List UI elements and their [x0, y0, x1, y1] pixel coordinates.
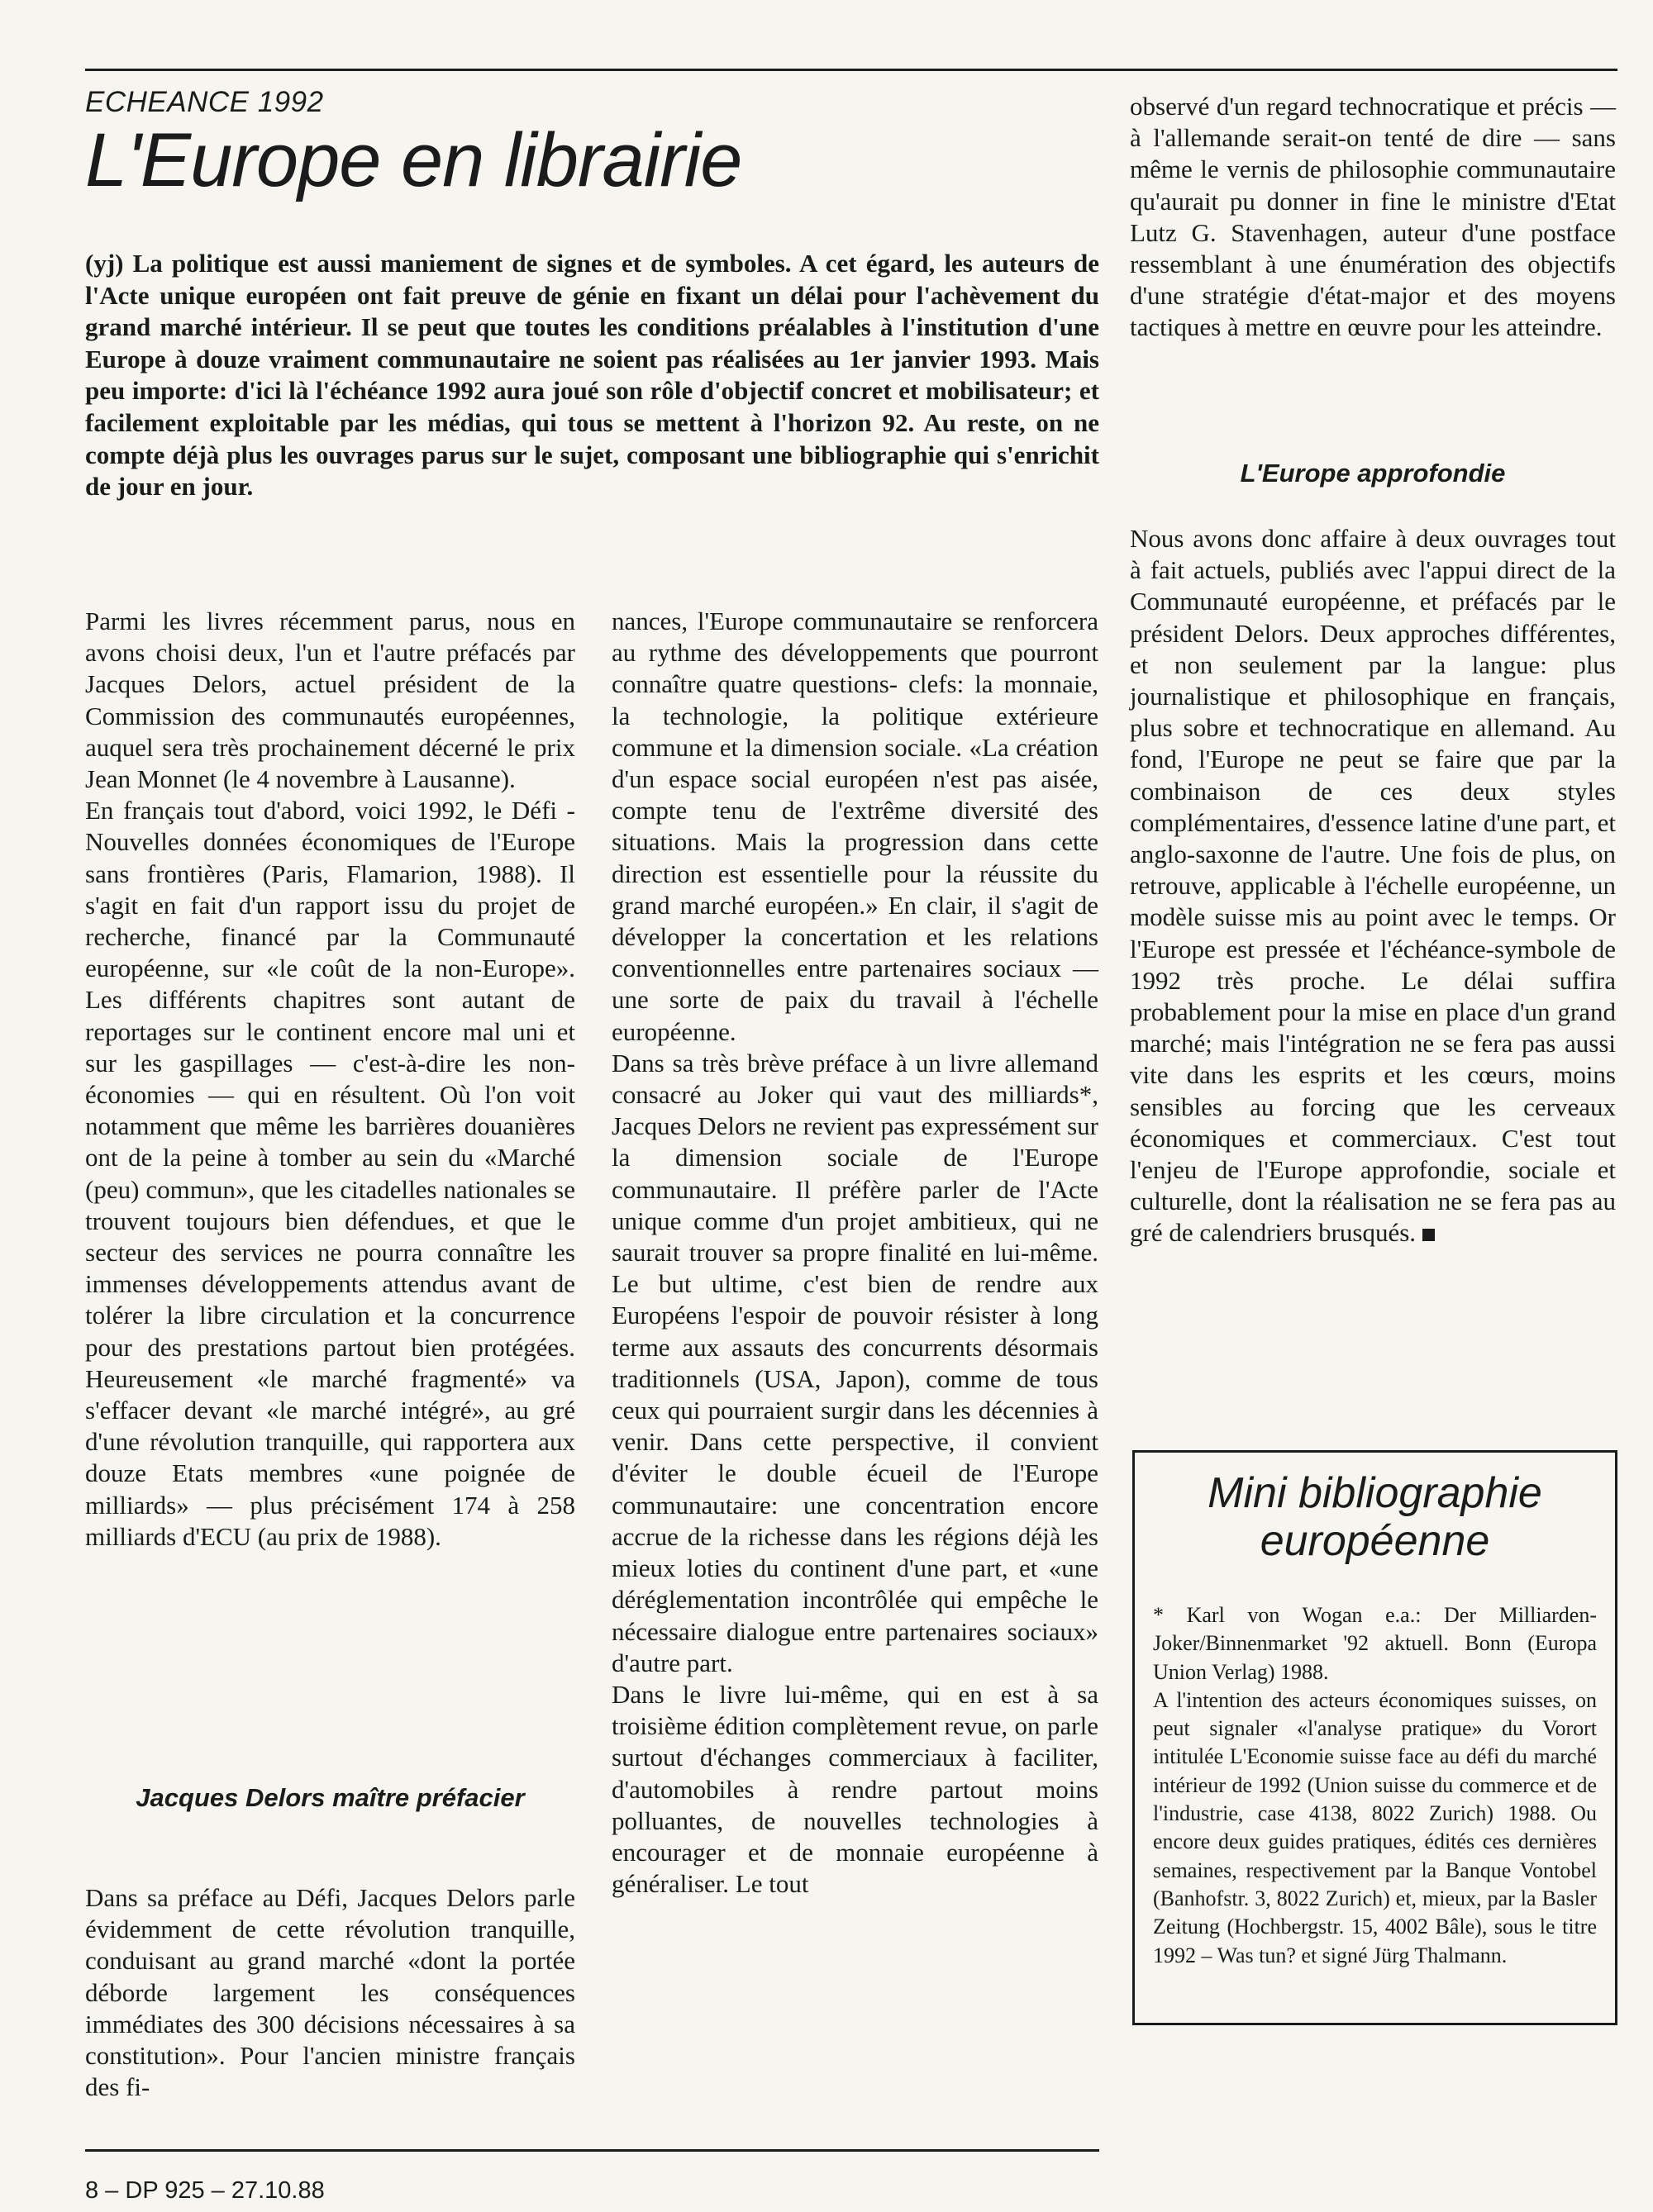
- bibliography-title: Mini bibliographie européenne: [1208, 1469, 1542, 1565]
- col2-paragraph-3: Dans le livre lui-même, qui en est à sa troisième édition complètement revue, on parle surtout d'échanges commerciaux à faciliter, d'automobiles à rendre partout moins polluantes, de nouvelles technologies à encourager et de monnaie européenne à généraliser. Le tout: [612, 1679, 1098, 1899]
- col1-paragraph-1: Parmi les livres récemment parus, nous en avons choisi deux, l'un et l'autre préfacés par Jacques Delors, actuel président de la Commission des communautés européennes, auquel sera très prochainement décerné le prix Jean Monnet (le 4 novembre à Lausanne).: [85, 607, 575, 794]
- section-kicker: ECHEANCE 1992: [85, 86, 324, 118]
- subhead-europe-approfondie: L'Europe approfondie: [1240, 459, 1506, 488]
- article-title: L'Europe en librairie: [85, 118, 742, 202]
- bibliography-entry-2: A l'intention des acteurs économiques suisses, on peut signaler «l'analyse pratique» du Vorort intitulée L'Economie suisse face au défi du marché intérieur de 1992 (Union suisse du commerce et de l'industrie, case 4138, 8022 Zurich) 1988. Ou encore deux guides pratiques, édités ces dernières semaines, respectivement par la Banque Vontobel (Banhofstr. 3, 8022 Zurich) et, mieux, par la Basler Zeitung (Hochbergstr. 15, 4002 Bâle), sous le titre 1992 – Was tun? et signé Jürg Thalmann.: [1153, 1687, 1597, 1967]
- bottom-rule: [85, 2149, 1099, 2152]
- col3-paragraph-1: observé d'un regard technocratique et précis — à l'allemande serait-on tenté de dire — sans même le vernis de philosophie communautaire qu'aurait pu donner in fine le ministre d'Etat Lutz G. Stavenhagen, auteur d'une postface ressemblant à une énumération des objectifs d'une stratégie d'état-major et des moyens tactiques à mettre en œuvre pour les atteindre.: [1130, 92, 1616, 342]
- col3-paragraph-2: [1130, 523, 1616, 1249]
- col3-paragraph-2-text: Nous avons donc affaire à deux ouvrages tout à fait actuels, publiés avec l'appui direct de la Communauté européenne, et préfacés par le président Delors. Deux approches différentes, et non seulement par la langue: plus journalistique et philosophique en français, plus sobre et technocratique en allemand. Au fond, l'Europe ne peut se faire que par la combinaison de ces deux styles complémentaires, d'essence latine d'une part, et anglo-saxonne de l'autre. Une fois de plus, on retrouve, applicable à l'échelle européenne, un modèle suisse mis au point avec le temps. Or l'Europe est pressée et l'échéance-symbole de 1992 très proche. Le délai suffira probablement pour la mise en place d'un grand marché; mais l'intégration ne se fera pas aussi vite dans les esprits et les cœurs, moins sensibles au forcing que les cerveaux économiques et commerciaux. C'est tout l'enjeu de l'Europe approfondie, sociale et culturelle, dont la réalisation ne se fera pas au gré de calendriers brusqués.: [1130, 524, 1616, 1248]
- column-3-top: [1130, 91, 1616, 344]
- column-1: [85, 606, 575, 1553]
- bibliography-entry-1: * Karl von Wogan e.a.: Der Milliarden-Joker/Binnenmarket '92 aktuell. Bonn (Europa Union Verlag) 1988.: [1153, 1603, 1597, 1684]
- bibliography-box: [1132, 1450, 1617, 2025]
- col2-paragraph-2: Dans sa très brève préface à un livre allemand consacré au Joker qui vaut des milliards*, Jacques Delors ne revient pas expressément sur la dimension sociale de l'Europe communautaire. Il préfère parler de l'Acte unique comme d'un projet ambitieux, qui ne saurait trouver sa propre finalité en lui-même. Le but ultime, c'est bien de rendre aux Européens l'espoir de pouvoir résister à long terme aux assauts des concurrents désormais traditionnels (USA, Japon), comme de tous ceux qui pourraient surgir dans les décennies à venir. Dans cette perspective, il convient d'éviter le double écueil de l'Europe communautaire: une concentration encore accrue de la richesse dans les régions déjà les mieux loties du continent d'une part, et «une déréglementation incontrôlée qui empêche le nécessaire dialogue entre partenaires sociaux» d'autre part.: [612, 1048, 1098, 1677]
- col1-paragraph-3: Dans sa préface au Défi, Jacques Delors parle évidemment de cette révolution tranquille, conduisant au grand marché «dont la portée déborde largement les conséquences immédiates des 300 décisions nécessaires à sa constitution». Pour l'ancien ministre français des fi-: [85, 1883, 575, 2102]
- col2-paragraph-1: nances, l'Europe communautaire se renforcera au rythme des développements que pourront connaître quatre questions- clefs: la monnaie, la technologie, la politique extérieure commune et la dimension sociale. «La création d'un espace social européen n'est pas aisée, compte tenu de l'extrême diversité des situations. Mais la progression dans cette direction est essentielle pour la réussite du grand marché européen.» En clair, il s'agit de développer la concertation et les relations conventionnelles entre partenaires sociaux — une sorte de paix du travail à l'échelle européenne.: [612, 607, 1098, 1046]
- end-of-article-mark: [1422, 1229, 1435, 1241]
- lead-paragraph: [85, 248, 1099, 503]
- column-3-bottom: [1130, 523, 1616, 1249]
- column-2: [612, 606, 1098, 1900]
- bibliography-body: [1153, 1601, 1597, 1970]
- lead-text: (yj) La politique est aussi maniement de signes et de symboles. A cet égard, les auteurs de l'Acte unique européen ont fait preuve de génie en fixant un délai pour l'achèvement du grand marché intérieur. Il se peut que toutes les conditions préalables à l'institution d'une Europe à douze vraiment communautaire ne soient pas réalisées au 1er janvier 1993. Mais peu importe: d'ici là l'échéance 1992 aura joué son rôle d'objectif concret et mobilisateur; et facilement exploitable par les médias, qui tous se mettent à l'horizon 92. Au reste, on ne compte déjà plus les ouvrages parus sur le sujet, composant une bibliographie qui s'enrichit de jour en jour.: [85, 249, 1099, 502]
- subhead-delors: Jacques Delors maître préfacier: [136, 1783, 525, 1812]
- page-footer: 8 – DP 925 – 27.10.88: [85, 2177, 325, 2204]
- column-1-continued: [85, 1882, 575, 2103]
- top-rule: [85, 69, 1617, 71]
- col1-paragraph-2: En français tout d'abord, voici 1992, le Défi - Nouvelles données économiques de l'Europe sans frontières (Paris, Flamarion, 1988). Il s'agit en fait d'un rapport issu du projet de recherche, financé par la Communauté européenne, sur «le coût de la non-Europe». Les différents chapitres sont autant de reportages sur le continent encore mal uni et sur les gaspillages — c'est-à-dire les non-économies — qui en résultent. Où l'on voit notamment que même les barrières douanières ont de la peine à tomber au sein du «Marché (peu) commun», que les citadelles nationales se trouvent toujours bien défendues, et que le secteur des services ne pourra connaître les immenses développements attendus avant de tolérer la libre circulation et la concurrence pour des prestations partout bien protégées. Heureusement «le marché fragmenté» va s'effacer devant «le marché intégré», au gré d'une révolution tranquille, qui rapportera aux douze Etats membres «une poignée de milliards» — plus précisément 174 à 258 milliards d'ECU (au prix de 1988).: [85, 796, 575, 1551]
